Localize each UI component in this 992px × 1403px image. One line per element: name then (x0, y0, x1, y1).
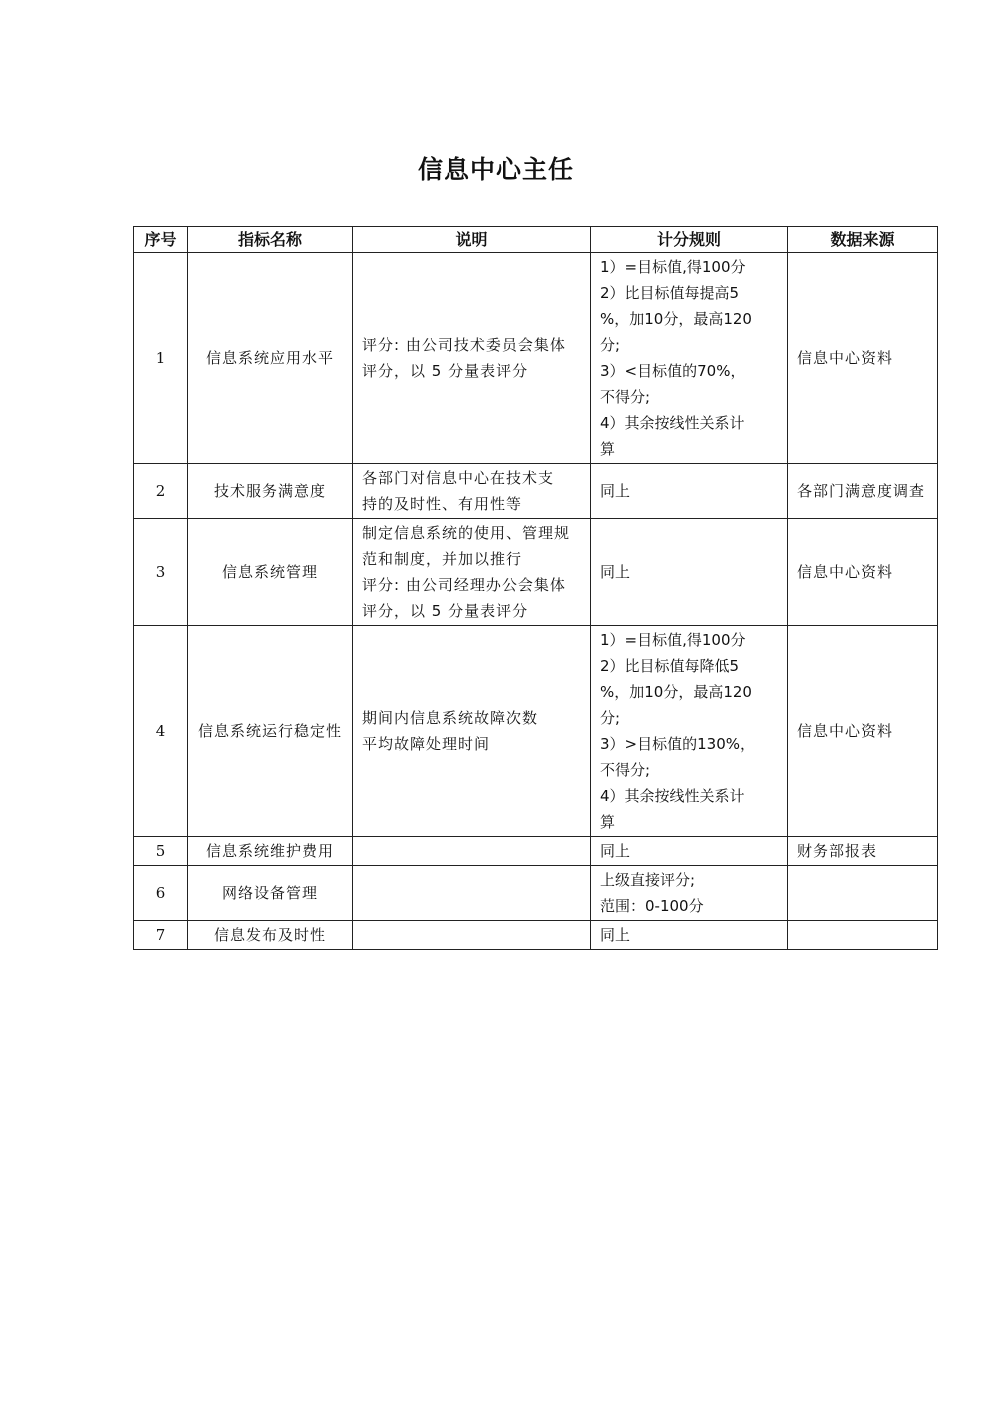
cell-no: 7 (134, 921, 188, 950)
cell-data-source: 各部门满意度调查 (788, 464, 938, 519)
cell-data-source: 信息中心资料 (788, 519, 938, 626)
table-row (134, 253, 938, 464)
table-row (134, 866, 938, 921)
scoring-rule-line: 3）>目标值的130%， (600, 735, 755, 753)
header-data-source: 数据来源 (788, 227, 938, 253)
cell-indicator-name: 技术服务满意度 (188, 464, 353, 519)
scoring-rule-line: 1）=目标值,得100分 (600, 631, 746, 649)
header-description: 说明 (353, 227, 591, 253)
scoring-rule-line: 不得分; (600, 761, 651, 779)
cell-indicator-name: 信息发布及时性 (188, 921, 353, 950)
cell-scoring-rule (591, 626, 788, 837)
cell-description (353, 921, 591, 950)
cell-no: 2 (134, 464, 188, 519)
header-scoring-rule: 计分规则 (591, 227, 788, 253)
scoring-rule-line: 同上 (600, 926, 631, 944)
scoring-rule-line: 分; (600, 709, 621, 727)
table-header-row (134, 227, 938, 253)
cell-no: 1 (134, 253, 188, 464)
scoring-rule-line: 算 (600, 813, 616, 831)
page-title: 信息中心主任 (417, 155, 574, 184)
cell-no: 5 (134, 837, 188, 866)
cell-scoring-rule (591, 253, 788, 464)
description-line: 评分，以 5 分量表评分 (362, 362, 529, 380)
scoring-rule-line: 同上 (600, 482, 631, 500)
scoring-rule-line: 同上 (600, 563, 631, 581)
header-indicator-name: 指标名称 (188, 227, 353, 253)
scoring-rule-line: 上级直接评分; (600, 871, 696, 889)
description-line: 评分: 由公司技术委员会集体 (362, 336, 566, 354)
description-line: 评分: 由公司经理办公会集体 (362, 576, 566, 594)
cell-scoring-rule (591, 837, 788, 866)
scoring-rule-line: 4）其余按线性关系计 (600, 787, 745, 805)
cell-description (353, 866, 591, 921)
cell-data-source: 财务部报表 (788, 837, 938, 866)
cell-description (353, 837, 591, 866)
cell-indicator-name: 信息系统管理 (188, 519, 353, 626)
cell-indicator-name: 信息系统维护费用 (188, 837, 353, 866)
description-line: 制定信息系统的使用、管理规 (362, 524, 571, 542)
cell-description (353, 519, 591, 626)
cell-data-source: 信息中心资料 (788, 253, 938, 464)
cell-description (353, 253, 591, 464)
cell-no: 4 (134, 626, 188, 837)
kpi-table (133, 226, 938, 950)
cell-description (353, 464, 591, 519)
cell-scoring-rule (591, 866, 788, 921)
table-row (134, 626, 938, 837)
scoring-rule-line: %，加10分，最高120 (600, 310, 752, 328)
cell-data-source (788, 921, 938, 950)
scoring-rule-line: 1）=目标值,得100分 (600, 258, 746, 276)
description-line: 平均故障处理时间 (362, 735, 491, 753)
cell-description (353, 626, 591, 837)
header-no: 序号 (134, 227, 188, 253)
description-line: 期间内信息系统故障次数 (362, 709, 539, 727)
scoring-rule-line: 算 (600, 440, 616, 458)
cell-no: 6 (134, 866, 188, 921)
table-row (134, 464, 938, 519)
scoring-rule-line: 2）比目标值每降低5 (600, 657, 740, 675)
cell-scoring-rule (591, 921, 788, 950)
description-line: 评分，以 5 分量表评分 (362, 602, 529, 620)
description-line: 持的及时性、有用性等 (362, 495, 523, 513)
scoring-rule-line: 4）其余按线性关系计 (600, 414, 745, 432)
scoring-rule-line: %，加10分，最高120 (600, 683, 752, 701)
cell-indicator-name: 网络设备管理 (188, 866, 353, 921)
table-row (134, 519, 938, 626)
description-line: 各部门对信息中心在技术支 (362, 469, 555, 487)
table-body (134, 253, 938, 950)
cell-indicator-name: 信息系统应用水平 (188, 253, 353, 464)
scoring-rule-line: 同上 (600, 842, 631, 860)
cell-data-source (788, 866, 938, 921)
cell-indicator-name: 信息系统运行稳定性 (188, 626, 353, 837)
cell-scoring-rule (591, 519, 788, 626)
scoring-rule-line: 分; (600, 336, 621, 354)
cell-no: 3 (134, 519, 188, 626)
table-row (134, 837, 938, 866)
scoring-rule-line: 范围：0-100分 (600, 897, 704, 915)
description-line: 范和制度，并加以推行 (362, 550, 523, 568)
table-row (134, 921, 938, 950)
cell-data-source: 信息中心资料 (788, 626, 938, 837)
scoring-rule-line: 3）<目标值的70%， (600, 362, 746, 380)
cell-scoring-rule (591, 464, 788, 519)
scoring-rule-line: 2）比目标值每提高5 (600, 284, 740, 302)
scoring-rule-line: 不得分; (600, 388, 651, 406)
